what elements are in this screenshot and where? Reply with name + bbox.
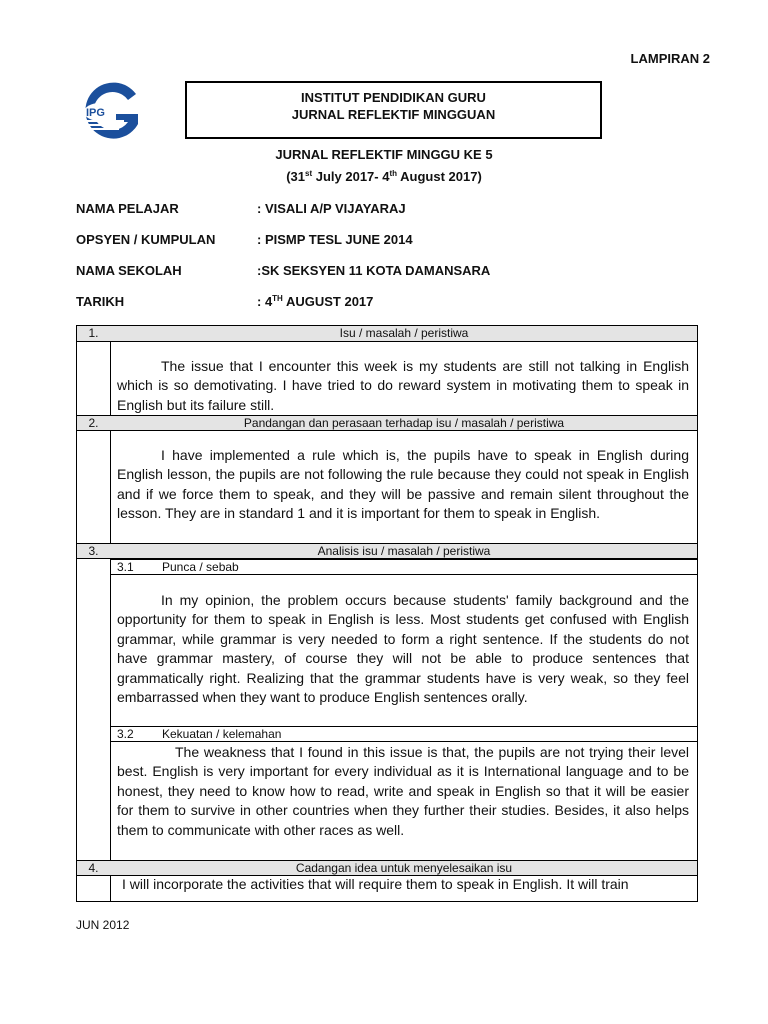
section-3-1-number: 3.1 xyxy=(117,560,134,574)
section-4-number: 4. xyxy=(88,861,99,875)
opsyen-label: OPSYEN / KUMPULAN xyxy=(76,232,216,247)
section-2-title: Pandangan dan perasaan terhadap isu / masalah / peristiwa xyxy=(243,416,565,430)
nama-pelajar-label: NAMA PELAJAR xyxy=(76,201,179,216)
section-4-header xyxy=(77,860,697,876)
section-3-title: Analisis isu / masalah / peristiwa xyxy=(317,544,491,558)
opsyen-value: : PISMP TESL JUNE 2014 xyxy=(257,232,413,247)
section-3-2-text: The weakness that I found in this issue is that, the pupils are not trying their level best. English is very important for every individual as it is International language and to be honest, they need to know how to read, write and speak in English so that it will be easier for them to survive in other countries when they further their studies. Besides, it also helps them to communicate with other races as well. xyxy=(117,744,689,838)
lampiran-label: LAMPIRAN 2 xyxy=(630,51,710,66)
week-dates: (31st July 2017- 4th August 2017) xyxy=(286,169,482,184)
section-3-1-text: In my opinion, the problem occurs because students' family background and the opportunity for them to speak in English is less. Most students get confused with English grammar, while grammar is very needed to form a right sentence. If the students do not have grammar mastery, of course they will not be able to produce sentences that grammatically right. Realizing that the grammar students have is very weak, so they feel embarrassed when they want to produce English sentences orally. xyxy=(117,592,689,706)
tarikh-label: TARIKH xyxy=(76,294,125,309)
section-3-2-header xyxy=(111,726,697,742)
section-4-title: Cadangan idea untuk menyelesaikan isu xyxy=(295,861,513,875)
section-2-header xyxy=(77,415,697,431)
section-1-number: 1. xyxy=(88,326,99,340)
section-3-2-title: Kekuatan / kelemahan xyxy=(162,727,282,741)
section-2-text: I have implemented a rule which is, the pupils have to speak in English during English lesson, the pupils are not following the rule because they could not speak in English and if we force them to speak, and they will be passive and remain silent throughout the lesson. They are in standard 1 and it is important for them to speak in English. xyxy=(117,447,689,522)
footer-date: JUN 2012 xyxy=(76,918,130,932)
logo-text: IPG xyxy=(86,107,105,119)
nama-pelajar-value: : VISALI A/P VIJAYARAJ xyxy=(257,201,406,216)
section-4-text: I will incorporate the activities that will require them to speak in English. It will train xyxy=(122,876,629,892)
institute-name: INSTITUT PENDIDIKAN GURU xyxy=(301,90,486,105)
week-title: JURNAL REFLEKTIF MINGGU KE 5 xyxy=(275,147,493,162)
sekolah-label: NAMA SEKOLAH xyxy=(76,263,182,278)
ipg-logo xyxy=(76,80,146,144)
section-3-header xyxy=(77,543,697,559)
tarikh-value: : 4TH AUGUST 2017 xyxy=(257,294,374,309)
section-1-header xyxy=(77,326,697,342)
institute-title-box xyxy=(185,81,602,139)
journal-table xyxy=(76,325,698,902)
section-2-number: 2. xyxy=(88,416,99,430)
section-1-title: Isu / masalah / peristiwa xyxy=(339,326,469,340)
section-3-1-title: Punca / sebab xyxy=(162,560,239,574)
number-column-divider xyxy=(110,326,111,901)
journal-name: JURNAL REFLEKTIF MINGGUAN xyxy=(291,107,496,122)
sekolah-value: :SK SEKSYEN 11 KOTA DAMANSARA xyxy=(257,263,491,278)
section-1-text: The issue that I encounter this week is my students are still not talking in English which is so demotivating. I have tried to do reward system in motivating them to speak in English but its failure still. xyxy=(117,358,689,413)
section-3-number: 3. xyxy=(88,544,99,558)
section-3-2-number: 3.2 xyxy=(117,727,134,741)
section-3-1-header xyxy=(111,559,697,575)
